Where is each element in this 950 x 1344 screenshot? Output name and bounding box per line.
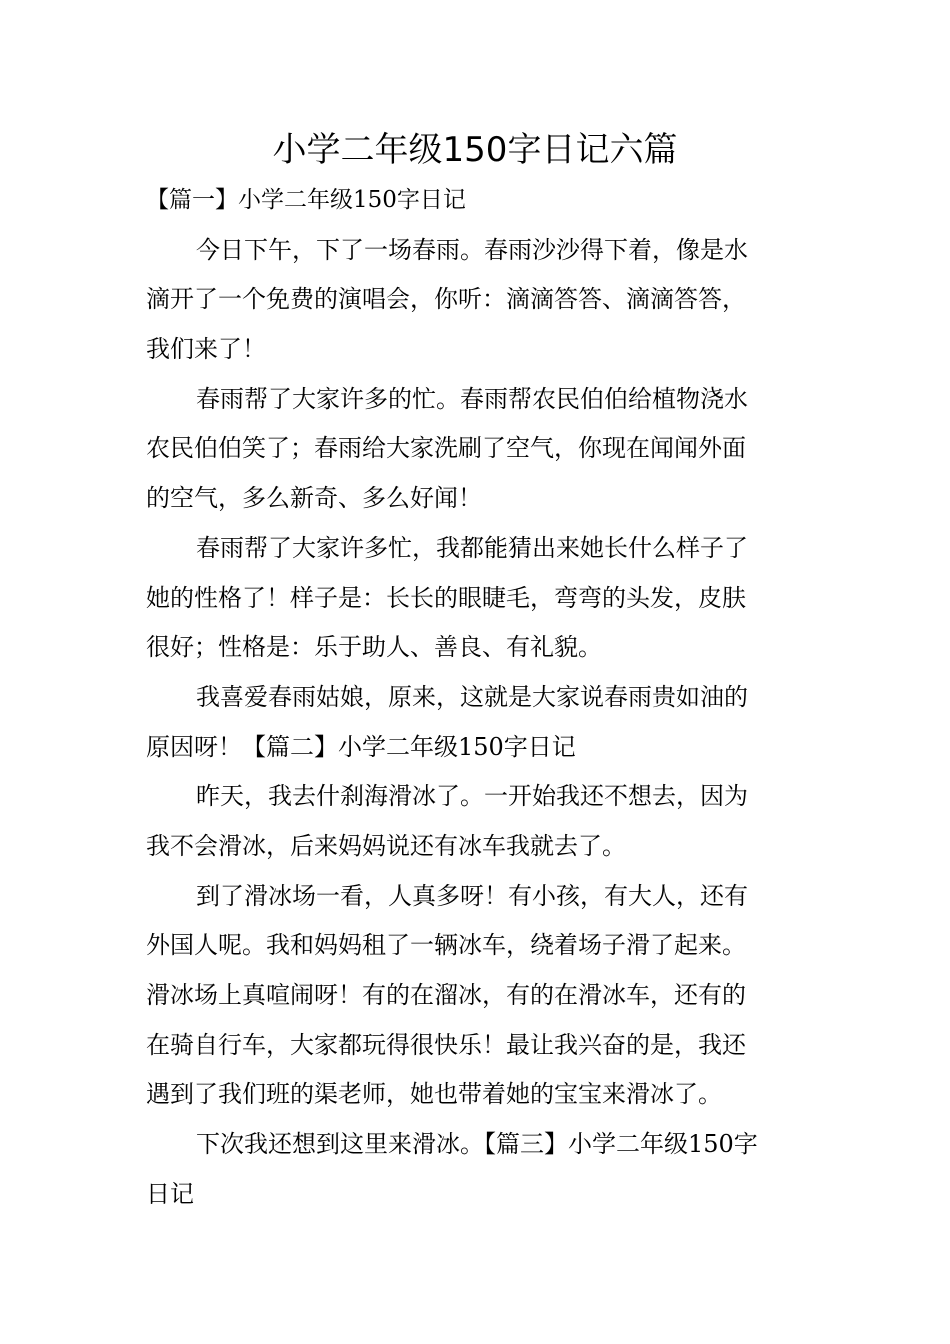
- text-line: 的空气，多么新奇、多么好闻！: [146, 484, 482, 513]
- text-line: 我不会滑冰，后来妈妈说还有冰车我就去了。: [146, 831, 626, 860]
- text-line: 日记: [146, 1179, 194, 1208]
- text-line: 原因呀！【篇二】小学二年级150字日记: [146, 732, 576, 761]
- text-line: 春雨帮了大家许多的忙。春雨帮农民伯伯给植物浇水: [196, 384, 748, 413]
- text-line: 她的性格了！样子是：长长的眼睫毛，弯弯的头发，皮肤: [146, 583, 746, 612]
- document-body: [146, 176, 806, 1219]
- text-line: 今日下午，下了一场春雨。春雨沙沙得下着，像是水: [196, 235, 748, 264]
- text-line: 滑冰场上真喧闹呀！有的在溜冰，有的在滑冰车，还有的: [146, 981, 746, 1009]
- text-line: 农民伯伯笑了；春雨给大家洗刷了空气，你现在闻闻外面: [146, 434, 746, 463]
- text-line: 很好；性格是：乐于助人、善良、有礼貌。: [146, 633, 602, 662]
- text-line: 滴开了一个免费的演唱会，你听：滴滴答答、滴滴答答，: [146, 285, 746, 314]
- text-line: 春雨帮了大家许多忙，我都能猜出来她长什么样子了: [196, 533, 748, 562]
- text-line: 外国人呢。我和妈妈租了一辆冰车，绕着场子滑了起来。: [146, 931, 746, 960]
- document-title: 小学二年级150字日记六篇: [272, 130, 678, 170]
- text-line: 遇到了我们班的渠老师，她也带着她的宝宝来滑冰了。: [146, 1080, 722, 1109]
- text-line: 我们来了！: [146, 335, 266, 364]
- section-heading: 【篇一】小学二年级150字日记: [146, 187, 466, 213]
- text-line: 昨天，我去什刹海滑冰了。一开始我还不想去，因为: [196, 782, 748, 811]
- text-line: 下次我还想到这里来滑冰。【篇三】小学二年级150字: [196, 1130, 758, 1159]
- text-line: 到了滑冰场一看，人真多呀！有小孩，有大人，还有: [196, 881, 748, 910]
- text-line: 在骑自行车，大家都玩得很快乐！最让我兴奋的是，我还: [146, 1030, 746, 1059]
- text-line: 我喜爱春雨姑娘，原来，这就是大家说春雨贵如油的: [196, 682, 748, 711]
